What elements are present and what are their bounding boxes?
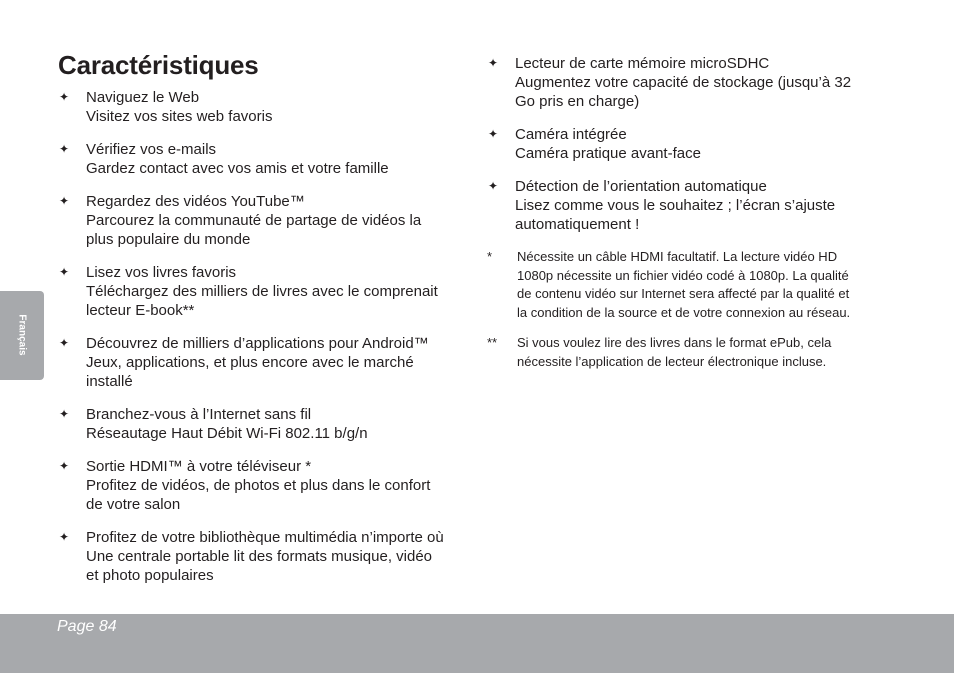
feature-list-right-items xyxy=(487,54,907,234)
feature-item xyxy=(58,457,478,514)
footnote-text: la condition de la source et de votre connexion au réseau. xyxy=(517,304,851,320)
feature-description: Réseautage Haut Débit Wi-Fi 802.11 b/g/n xyxy=(86,425,368,442)
feature-description: Téléchargez des milliers de livres avec le comprenait xyxy=(86,283,438,300)
language-tab-label: Français xyxy=(16,314,28,356)
feature-item xyxy=(58,192,478,249)
footnote-text: 1080p nécessite un fichier vidéo codé à 1080p. La qualité xyxy=(517,267,849,283)
feature-description: lecteur E-book** xyxy=(86,302,195,319)
language-tab xyxy=(0,291,44,380)
feature-item xyxy=(58,334,478,391)
footnote-mark: * xyxy=(487,249,493,264)
footnote xyxy=(487,334,907,371)
feature-item xyxy=(58,405,478,443)
page-number: Page 84 xyxy=(57,618,117,635)
feature-description: Gardez contact avec vos amis et votre famille xyxy=(86,160,389,177)
feature-list-left xyxy=(58,88,478,599)
footnote xyxy=(487,248,907,322)
feature-description: et photo populaires xyxy=(86,567,214,584)
footnote-text: Nécessite un câble HDMI facultatif. La lecture vidéo HD xyxy=(517,249,838,264)
feature-title: Vérifiez vos e-mails xyxy=(86,141,217,158)
feature-description: plus populaire du monde xyxy=(86,231,251,248)
feature-item xyxy=(487,177,907,234)
star-bullet-icon: ✦ xyxy=(487,179,499,193)
footnote-mark: ** xyxy=(487,335,498,350)
feature-item xyxy=(58,528,478,585)
feature-item xyxy=(487,125,907,163)
feature-title: Profitez de votre bibliothèque multimédia n’importe où xyxy=(86,529,444,546)
feature-title: Détection de l’orientation automatique xyxy=(515,178,767,195)
feature-item xyxy=(58,263,478,320)
feature-description: de votre salon xyxy=(86,496,181,513)
feature-description: automatiquement ! xyxy=(515,216,640,233)
star-bullet-icon: ✦ xyxy=(58,194,70,208)
feature-description: Profitez de vidéos, de photos et plus dans le confort xyxy=(86,477,431,494)
star-bullet-icon: ✦ xyxy=(487,127,499,141)
feature-description: Go pris en charge) xyxy=(515,93,640,110)
feature-description: Jeux, applications, et plus encore avec le marché xyxy=(86,354,414,371)
star-bullet-icon: ✦ xyxy=(58,407,70,421)
feature-item xyxy=(487,54,907,111)
star-bullet-icon: ✦ xyxy=(58,265,70,279)
feature-description: Caméra pratique avant-face xyxy=(515,145,701,162)
feature-description: Visitez vos sites web favoris xyxy=(86,108,273,125)
star-bullet-icon: ✦ xyxy=(58,459,70,473)
footer-bar xyxy=(0,614,954,673)
footnote-text: de contenu vidéo sur Internet sera affecté par la qualité et xyxy=(517,286,850,301)
feature-title: Caméra intégrée xyxy=(515,126,627,143)
feature-description: installé xyxy=(86,373,133,390)
star-bullet-icon: ✦ xyxy=(487,56,499,70)
star-bullet-icon: ✦ xyxy=(58,90,70,104)
feature-list-right xyxy=(487,54,907,383)
star-bullet-icon: ✦ xyxy=(58,142,70,156)
footnote-text: nécessite l’application de lecteur électronique incluse. xyxy=(517,353,827,369)
star-bullet-icon: ✦ xyxy=(58,336,70,350)
feature-description: Parcourez la communauté de partage de vidéos la xyxy=(86,212,422,229)
footnote-text: Si vous voulez lire des livres dans le format ePub, cela xyxy=(517,335,832,350)
feature-description: Lisez comme vous le souhaitez ; l’écran s’ajuste xyxy=(515,197,836,214)
footnotes xyxy=(487,248,907,371)
feature-description: Une centrale portable lit des formats musique, vidéo xyxy=(86,548,433,565)
feature-title: Regardez des vidéos YouTube™ xyxy=(86,193,305,210)
feature-title: Lisez vos livres favoris xyxy=(86,264,237,281)
feature-item xyxy=(58,88,478,126)
page-title: Caractéristiques xyxy=(58,50,259,80)
feature-title: Sortie HDMI™ à votre téléviseur * xyxy=(86,458,312,475)
star-bullet-icon: ✦ xyxy=(58,530,70,544)
feature-item xyxy=(58,140,478,178)
feature-description: Augmentez votre capacité de stockage (jusqu’à 32 xyxy=(515,74,852,91)
feature-title: Branchez-vous à l’Internet sans fil xyxy=(86,406,312,423)
feature-title: Naviguez le Web xyxy=(86,89,200,106)
feature-title: Découvrez de milliers d’applications pour Android™ xyxy=(86,335,429,352)
feature-title: Lecteur de carte mémoire microSDHC xyxy=(515,55,770,72)
